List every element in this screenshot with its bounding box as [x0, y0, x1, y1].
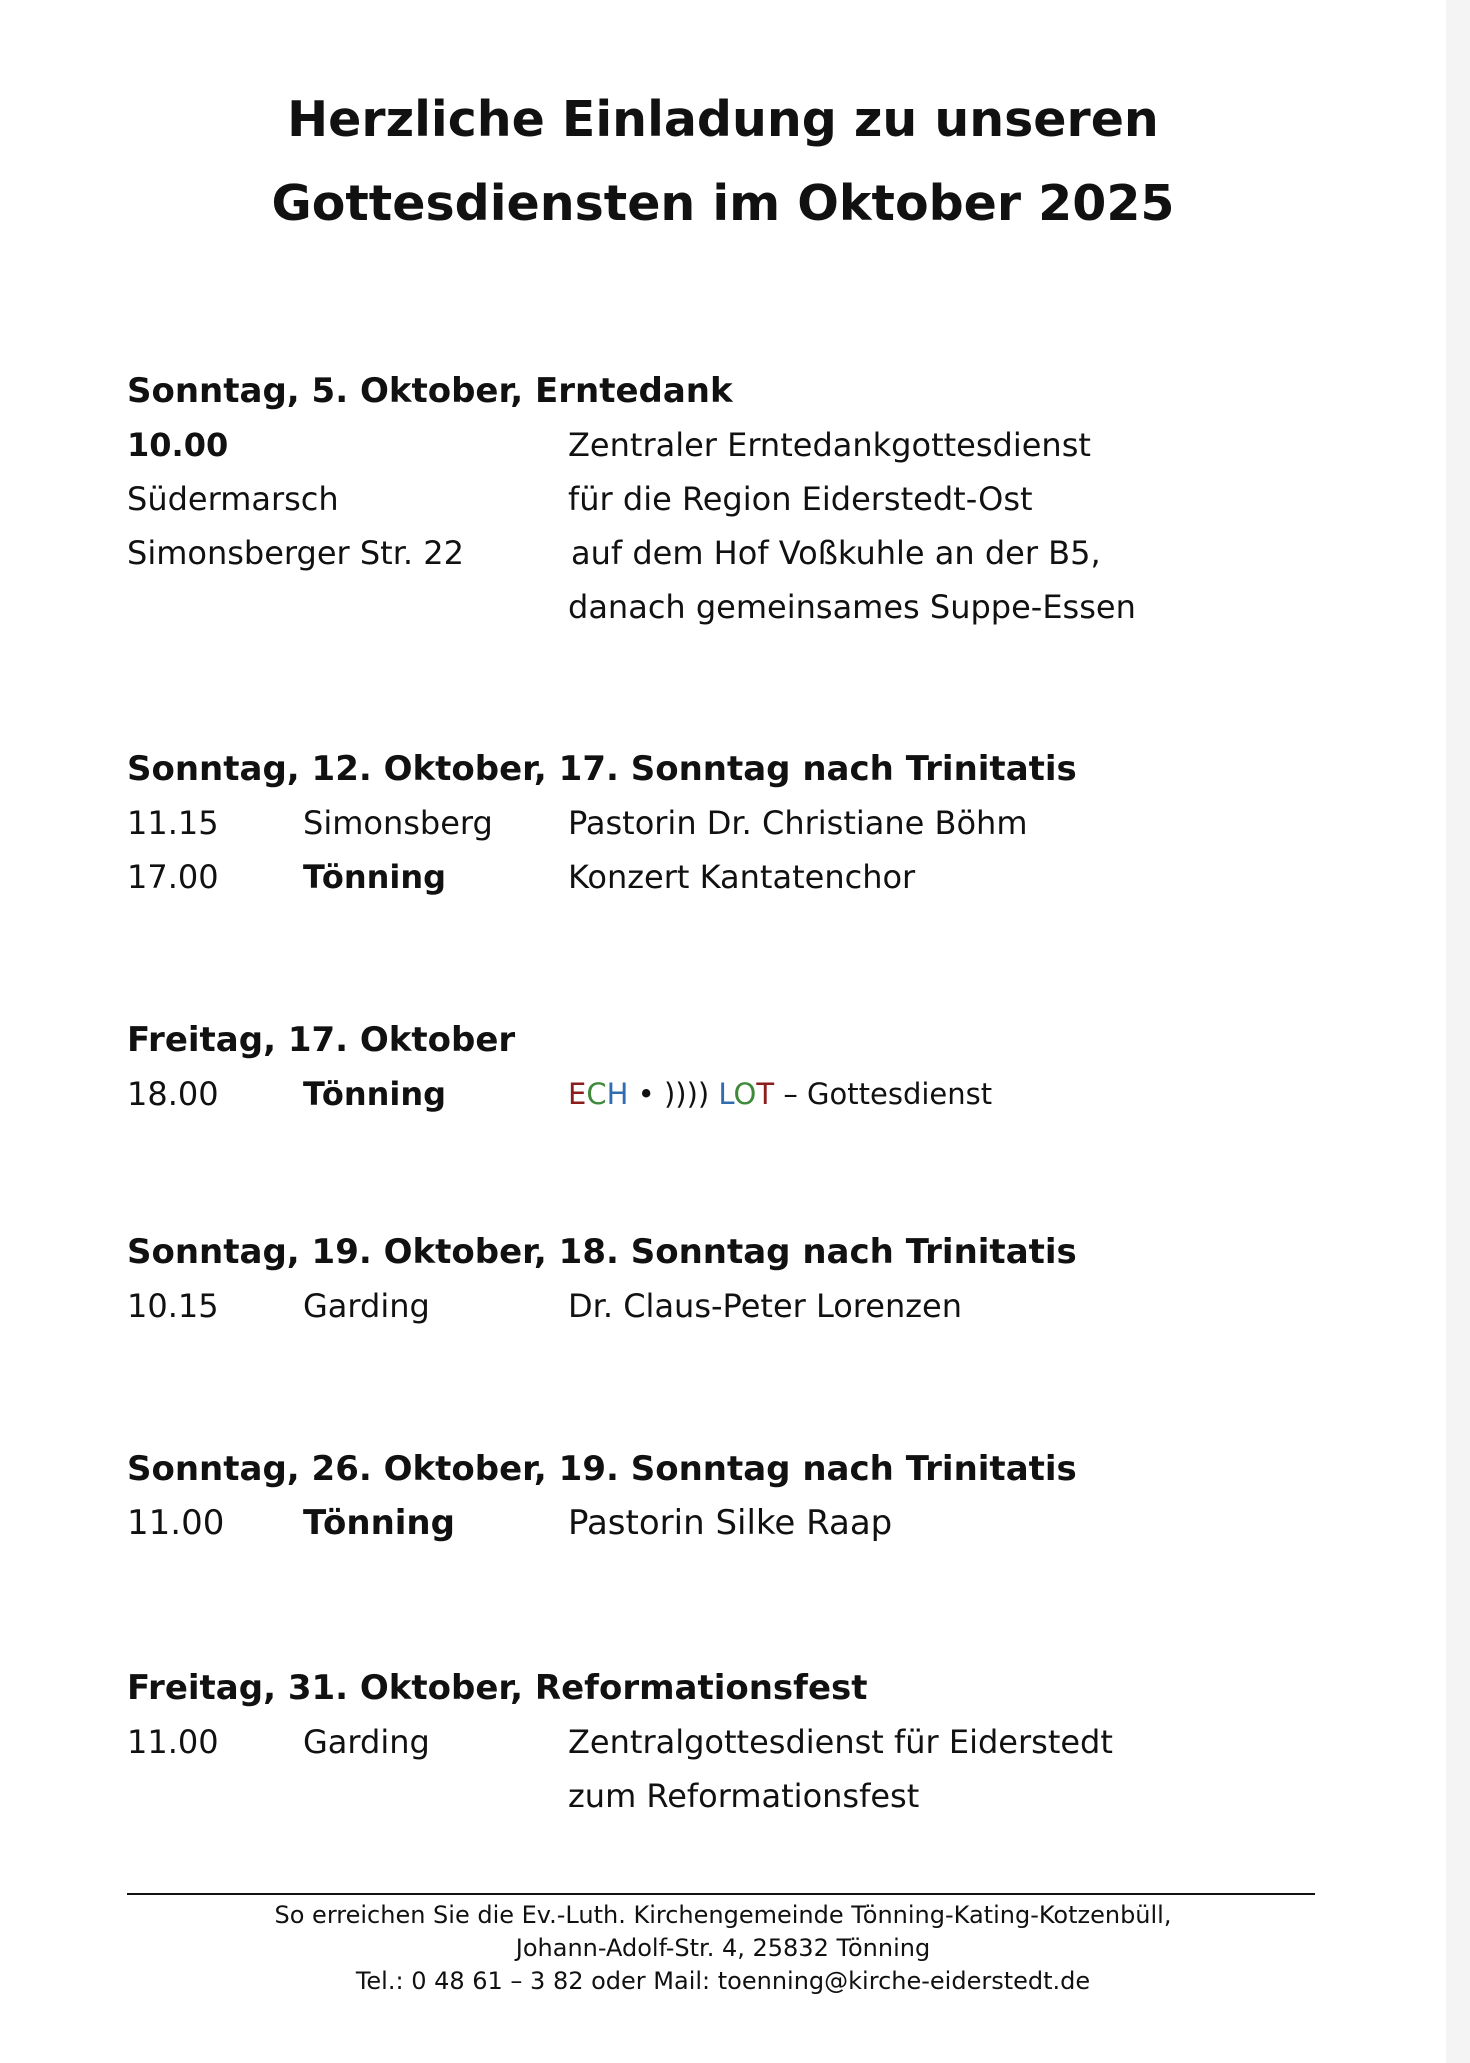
event-heading: Sonntag, 12. Oktober, 17. Sonntag nach Trinitatis [127, 749, 1077, 789]
logo-letter: T [756, 1077, 775, 1111]
event-place: Simonsberg [303, 804, 493, 842]
logo-letter: E [568, 1077, 587, 1111]
footer-contact-line-1: So erreichen Sie die Ev.-Luth. Kirchengemeinde Tönning-Kating-Kotzenbüll, [274, 1901, 1172, 1929]
event-description: Konzert Kantatenchor [568, 858, 916, 896]
event-trinitatis-18 [127, 1225, 1327, 1333]
event-heading: Freitag, 17. Oktober [127, 1020, 516, 1060]
event-erntedank [127, 364, 1327, 634]
event-time: 11.00 [127, 1503, 225, 1543]
event-row [127, 850, 1327, 904]
event-time: 11.00 [127, 1723, 219, 1761]
event-reformationsfest [127, 1661, 1327, 1823]
event-place: Südermarsch [127, 480, 339, 518]
event-time: 18.00 [127, 1075, 219, 1113]
event-time: 17.00 [127, 858, 219, 896]
event-row [127, 1279, 1327, 1333]
event-row [127, 796, 1327, 850]
event-description: Zentralgottesdienst für Eiderstedt [568, 1723, 1113, 1761]
logo-letter: C [586, 1077, 607, 1111]
logo-letter: L [718, 1077, 734, 1111]
event-time: 10.15 [127, 1287, 219, 1325]
event-row [127, 526, 1327, 580]
logo-letter: H [606, 1077, 629, 1111]
event-place: Tönning [303, 1503, 455, 1543]
event-trinitatis-19 [127, 1442, 1327, 1550]
echolot-logo [568, 1067, 992, 1121]
event-row [127, 418, 1327, 472]
event-place: Garding [303, 1723, 430, 1761]
footer-contact-line-3: Tel.: 0 48 61 – 3 82 oder Mail: toenning@kirche-eiderstedt.de [355, 1967, 1091, 1995]
event-description: auf dem Hof Voßkuhle an der B5, [571, 534, 1101, 572]
logo-letter: O [733, 1077, 757, 1111]
page-title-line-2: Gottesdiensten im Oktober 2025 [271, 175, 1175, 232]
event-description: Pastorin Dr. Christiane Böhm [568, 804, 1028, 842]
event-row [127, 1067, 1327, 1121]
logo-dot: • [637, 1077, 655, 1111]
event-heading: Sonntag, 19. Oktober, 18. Sonntag nach Trinitatis [127, 1232, 1077, 1272]
event-description: für die Region Eiderstedt-Ost [568, 480, 1033, 518]
event-row [127, 472, 1327, 526]
event-echolot [127, 1013, 1327, 1121]
event-description: Dr. Claus-Peter Lorenzen [568, 1287, 962, 1325]
event-row [127, 580, 1327, 634]
page-title-line-1: Herzliche Einladung zu unseren [287, 91, 1159, 148]
event-description: Zentraler Erntedankgottesdienst [568, 426, 1091, 464]
event-heading: Sonntag, 5. Oktober, Erntedank [127, 371, 733, 411]
event-trinitatis-17 [127, 742, 1327, 904]
event-heading: Freitag, 31. Oktober, Reformationsfest [127, 1668, 868, 1708]
event-heading: Sonntag, 26. Oktober, 19. Sonntag nach Trinitatis [127, 1449, 1077, 1489]
logo-waves: )))) [663, 1077, 710, 1111]
event-description: danach gemeinsames Suppe-Essen [568, 588, 1136, 626]
footer-contact-line-2: Johann-Adolf-Str. 4, 25832 Tönning [515, 1934, 931, 1962]
event-time: 11.15 [127, 804, 219, 842]
logo-suffix: – Gottesdienst [783, 1077, 993, 1111]
event-row [127, 1496, 1327, 1550]
event-place: Tönning [303, 858, 447, 896]
event-row [127, 1715, 1327, 1769]
event-place: Tönning [303, 1075, 447, 1113]
footer-divider [127, 1893, 1315, 1895]
event-description: zum Reformationsfest [568, 1777, 920, 1815]
event-address: Simonsberger Str. 22 [127, 534, 464, 572]
event-place: Garding [303, 1287, 430, 1325]
event-time: 10.00 [127, 426, 229, 464]
event-row [127, 1769, 1327, 1823]
event-description: Pastorin Silke Raap [568, 1503, 893, 1543]
